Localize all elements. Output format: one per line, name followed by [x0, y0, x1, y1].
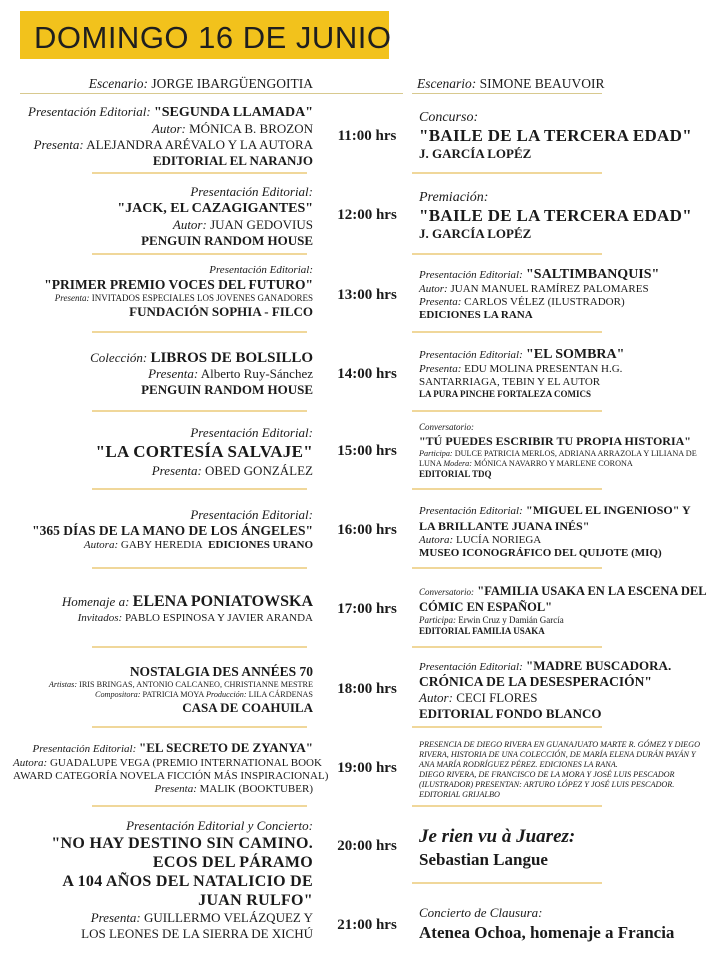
- time-slot: 12:00 hrs: [337, 207, 397, 223]
- row-separator: [412, 410, 602, 412]
- row-separator: [92, 410, 307, 412]
- row-separator: [92, 488, 307, 490]
- row-separator: [412, 253, 602, 255]
- row-separator: [412, 805, 602, 807]
- stage-right-header: Escenario: SIMONE BEAUVOIR: [417, 76, 605, 91]
- row-separator: [92, 726, 307, 728]
- event-segunda-llamada: Presentación Editorial: "SEGUNDA LLAMADA" Autor: MÓNICA B. BROZON Presenta: ALEJANDRA ARÉVALO Y LA AUTORA EDITORIAL EL NARANJO: [28, 104, 313, 168]
- event-saltimbanquis: Presentación Editorial: "SALTIMBANQUIS" Autor: JUAN MANUEL RAMÍREZ PALOMARES Presenta: CARLOS VÉLEZ (ILUSTRADOR) EDICIONES LA RANA: [419, 267, 660, 321]
- event-familia-usaka: Conversatorio: "FAMILIA USAKA EN LA ESCENA DEL CÓMIC EN ESPAÑOL" Participa: Erwin Cruz y Damián García EDITORIAL FAMILIA USAKA: [419, 584, 707, 636]
- page-title: DOMINGO 16 DE JUNIO: [34, 20, 392, 55]
- time-slot: 21:00 hrs: [337, 917, 397, 933]
- row-separator: [412, 646, 602, 648]
- event-jack-el-cazagigantes: Presentación Editorial: "JACK, EL CAZAGIGANTES" Autor: JUAN GEDOVIUS PENGUIN RANDOM HOUSE: [117, 184, 313, 248]
- row-separator: [92, 253, 307, 255]
- row-separator: [92, 567, 307, 569]
- event-diego-rivera: PRESENCIA DE DIEGO RIVERA EN GUANAJUATO MARTE R. GÓMEZ Y DIEGO RIVERA, HISTORIA DE UNA COLECCIÓN, DE MARÍA ELENA DURÁN PAYÁN Y ANA MARÍA RODRÍGUEZ PÉREZ. EDICIONES LA RANA. DIEGO RIVERA, DE FRANCISCO DE LA MORA Y JOSÉ LUIS PESCADOR (ILUSTRADOR) PRESENTAN: ARTURO LÓPEZ Y JOSÉ LUIS PESCADOR. EDITORIAL GRIJALBO: [419, 740, 700, 799]
- time-slot: 13:00 hrs: [337, 287, 397, 303]
- event-premio-voces-del-futuro: Presentación Editorial: "PRIMER PREMIO VOCES DEL FUTURO" Presenta: INVITADOS ESPECIALES LOS JOVENES GANADORES FUNDACIÓN SOPHIA - FILCO: [44, 264, 313, 319]
- event-tu-puedes-escribir: Conversatorio: "TÚ PUEDES ESCRIBIR TU PROPIA HISTORIA" Participa: DULCE PATRICIA MERLOS, ADRIANA ARRAZOLA Y LILIANA DE LUNA Modera: MÓNICA NAVARRO Y MARLENE CORONA EDITORIAL TDQ: [419, 422, 697, 479]
- row-separator: [412, 331, 602, 333]
- event-365-dias: Presentación Editorial: "365 DÍAS DE LA MANO DE LOS ÁNGELES" Autora: GABY HEREDIA EDICIONES URANO: [32, 507, 313, 551]
- event-homenaje-poniatowska: Homenaje a: ELENA PONIATOWSKA Invitados: PABLO ESPINOSA Y JAVIER ARANDA: [61, 593, 313, 624]
- row-separator: [92, 805, 307, 807]
- stage-left-header: Escenario: JORGE IBARGÜENGOITIA: [88, 76, 313, 91]
- event-concierto-de-clausura: Concierto de Clausura: Atenea Ochoa, homenaje a Francia: [419, 905, 675, 942]
- row-separator: [412, 172, 602, 174]
- row-separator: [92, 646, 307, 648]
- event-el-sombra: Presentación Editorial: "EL SOMBRA" Presenta: EDU MOLINA PRESENTAN H.G. SANTARRIAGA, TEBIN Y EL AUTOR LA PURA PINCHE FORTALEZA COMICS: [419, 347, 625, 399]
- stage-divider-left: [20, 93, 403, 94]
- row-separator: [412, 488, 602, 490]
- event-premiacion-baile: Premiación: "BAILE DE LA TERCERA EDAD" J. GARCÍA LOPÉZ: [419, 190, 692, 241]
- row-separator: [412, 567, 602, 569]
- row-separator: [92, 331, 307, 333]
- time-slot: 11:00 hrs: [337, 128, 397, 144]
- event-no-hay-destino-sin-camino: Presentación Editorial y Concierto: "NO HAY DESTINO SIN CAMINO. ECOS DEL PÁRAMO A 104 AÑOS DEL NATALICIO DE JUAN RULFO" Presenta: GUILLERMO VELÁZQUEZ Y LOS LEONES DE LA SIERRA DE XICHÚ: [51, 818, 313, 941]
- time-slot: 17:00 hrs: [337, 601, 397, 617]
- time-slot: 14:00 hrs: [337, 366, 397, 382]
- stage-divider-right: [412, 93, 602, 94]
- row-separator: [412, 726, 602, 728]
- event-el-secreto-de-zyanya: Presentación Editorial: "EL SECRETO DE ZYANYA" Autora: GUADALUPE VEGA (PREMIO INTERNATIONAL BOOK AWARD CATEGORÍA NOVELA FICCIÓN MÁS INSPIRACIONAL) Presenta: MALIK (BOOKTUBER): [13, 740, 329, 795]
- event-madre-buscadora: Presentación Editorial: "MADRE BUSCADORA. CRÓNICA DE LA DESESPERACIÓN" Autor: CECI FLORES EDITORIAL FONDO BLANCO: [419, 658, 672, 721]
- event-je-rien-vu-a-juarez: Je rien vu à Juarez: Sebastian Langue: [419, 826, 576, 869]
- event-libros-de-bolsillo: Colección: LIBROS DE BOLSILLO Presenta: Alberto Ruy-Sánchez PENGUIN RANDOM HOUSE: [90, 350, 313, 397]
- event-la-cortesia-salvaje: Presentación Editorial: "LA CORTESÍA SALVAJE" Presenta: OBED GONZÁLEZ: [95, 425, 313, 478]
- time-slot: 18:00 hrs: [337, 681, 397, 697]
- row-separator: [412, 882, 602, 884]
- event-nostalgia-des-annees-70: NOSTALGIA DES ANNÉES 70 Artistas: IRIS BRINGAS, ANTONIO CALCANEO, CHRISTIANNE MESTRE Compositora: PATRICIA MOYA Producción: LILA CÁRDENAS CASA DE COAHUILA: [48, 664, 313, 715]
- time-slot: 19:00 hrs: [337, 760, 397, 776]
- time-slot: 16:00 hrs: [337, 522, 397, 538]
- event-concurso-baile: Concurso: "BAILE DE LA TERCERA EDAD" J. GARCÍA LOPÉZ: [419, 110, 692, 161]
- time-slot: 20:00 hrs: [337, 838, 397, 854]
- event-miguel-el-ingenioso: Presentación Editorial: "MIGUEL EL INGENIOSO" Y LA BRILLANTE JUANA INÉS" Autora: LUCÍA NORIEGA MUSEO ICONOGRÁFICO DEL QUIJOTE (MIQ): [419, 503, 691, 559]
- time-slot: 15:00 hrs: [337, 443, 397, 459]
- row-separator: [92, 172, 307, 174]
